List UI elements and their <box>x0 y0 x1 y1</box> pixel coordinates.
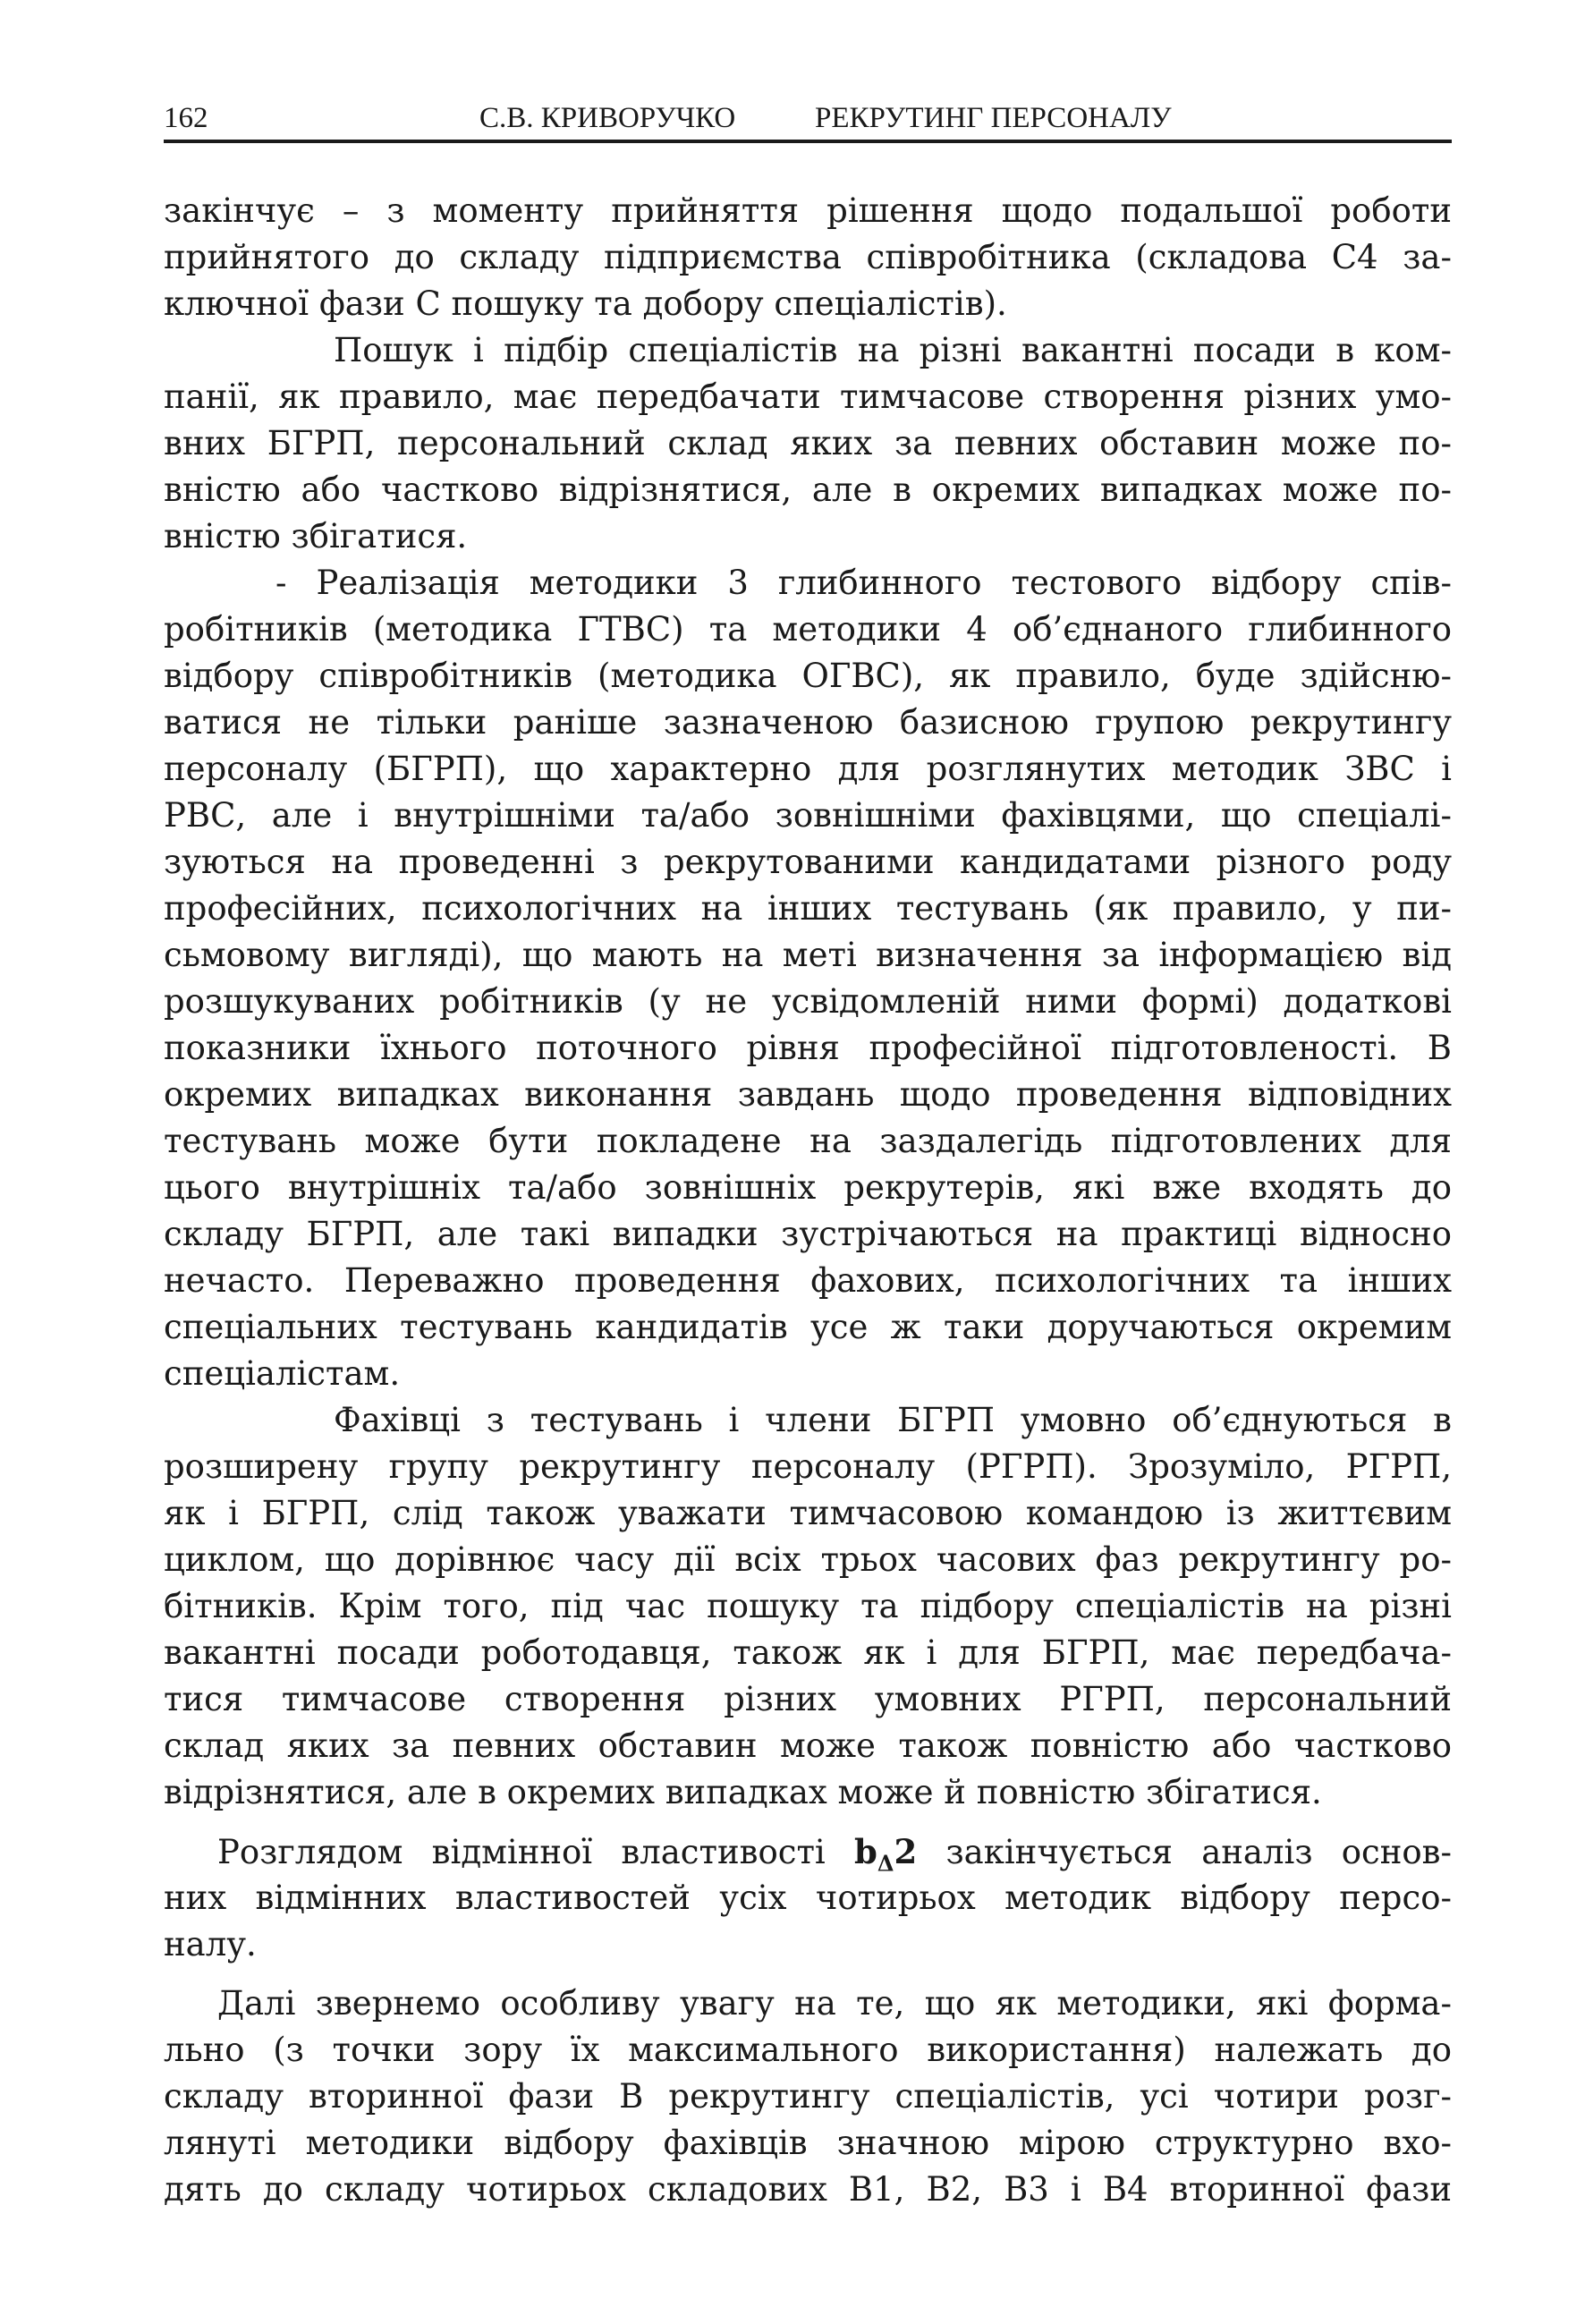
book-title: РЕКРУТИНГ ПЕРСОНАЛУ <box>815 102 1172 134</box>
text-line: сьмовому вигляді), що мають на меті визначення за інформацією від <box>164 936 1452 974</box>
text-fragment: Розглядом відмінної властивості <box>217 1833 854 1871</box>
text-line: цього внутрішніх та/або зовнішніх рекрутерів, які вже входять до <box>164 1168 1452 1207</box>
text-line: Пошук і підбір спеціалістів на різні вакантні посади в ком- <box>334 331 1452 369</box>
text-line: вакантні посади роботодавця, також як і для БГРП, має передбача- <box>164 1633 1452 1672</box>
text-line: закінчує – з моменту прийняття рішення щодо подальшої роботи <box>164 191 1452 230</box>
text-line: відрізнятися, але в окремих випадках може й повністю збігатися. <box>164 1773 1322 1811</box>
text-line: циклом, що дорівнює часу дії всіх трьох часових фаз рекрутингу ро- <box>164 1540 1452 1579</box>
symbol-tail: 2 <box>894 1832 918 1871</box>
text-line: Фахівці з тестувань і члени БГРП умовно об’єднуються в <box>334 1401 1452 1439</box>
text-line: ватися не тільки раніше зазначеною базисною групою рекрутингу <box>164 703 1452 742</box>
text-line: вністю або частково відрізнятися, але в окремих випадках може по- <box>164 471 1452 509</box>
text-line: прийнятого до складу підприємства співробітника (складова С4 за- <box>164 238 1452 276</box>
text-line: панії, як правило, має передбачати тимчасове створення різних умо- <box>164 377 1452 416</box>
text-line <box>164 1828 1452 1875</box>
text-line: персоналу (БГРП), що характерно для розглянутих методик ЗВС і <box>164 750 1452 788</box>
text-line: зуються на проведенні з рекрутованими кандидатами різного роду <box>164 843 1452 881</box>
text-line: льно (з точки зору їх максимального використання) належать до <box>164 2031 1452 2069</box>
text-line: складу БГРП, але такі випадки зустрічаються на практиці відносно <box>164 1215 1452 1253</box>
text-line: вністю збігатися. <box>164 517 468 556</box>
symbol-base: b <box>854 1832 877 1871</box>
paragraph-continuation <box>164 188 1452 327</box>
paragraph <box>164 1980 1452 2213</box>
text-line: відбору співробітників (методика ОГВС), як правило, буде здійсню- <box>164 657 1452 695</box>
text-line: Далі звернемо особливу увагу на те, що як методики, які форма- <box>217 1984 1452 2023</box>
text-line: - Реалізація методики 3 глибинного тестового відбору спів- <box>275 564 1452 602</box>
page-number: 162 <box>164 102 208 134</box>
paragraph <box>164 327 1452 560</box>
text-line: ключної фази С пошуку та добору спеціалістів). <box>164 284 1007 323</box>
paragraph <box>164 1828 1452 1968</box>
text-line: розширену групу рекрутингу персоналу (РГРП). Зрозуміло, РГРП, <box>164 1447 1452 1486</box>
text-line: робітників (методика ГТВС) та методики 4 об’єднаного глибинного <box>164 610 1452 649</box>
text-line: окремих випадках виконання завдань щодо проведення відповідних <box>164 1075 1452 1114</box>
text-line: РВС, але і внутрішніми та/або зовнішніми фахівцями, що спеціалі- <box>164 796 1452 835</box>
paragraph <box>164 1397 1452 1816</box>
text-line: склад яких за певних обставин може також повністю або частково <box>164 1726 1452 1765</box>
text-line: дять до складу чотирьох складових В1, В2, В3 і В4 вторинної фази <box>164 2170 1452 2209</box>
text-line: спеціалістам. <box>164 1354 401 1393</box>
text-line: них відмінних властивостей усіх чотирьох методик відбору персо- <box>164 1879 1452 1917</box>
text-line: вних БГРП, персональний склад яких за певних обставин може по- <box>164 424 1452 462</box>
body-text <box>164 188 1452 2213</box>
text-line: спеціальних тестувань кандидатів усе ж таки доручаються окремим <box>164 1308 1452 1346</box>
paragraph-gap <box>164 1816 1452 1828</box>
symbol-subscript: Δ <box>877 1850 894 1877</box>
text-line: тися тимчасове створення різних умовних РГРП, персональний <box>164 1680 1452 1718</box>
property-symbol <box>854 1832 918 1877</box>
text-fragment: закінчується аналіз основ- <box>917 1833 1453 1871</box>
text-line: нечасто. Переважно проведення фахових, психологічних та інших <box>164 1261 1452 1300</box>
text-line: налу. <box>164 1925 257 1964</box>
text-line: лянуті методики відбору фахівців значною мірою структурно вхо- <box>164 2124 1452 2162</box>
text-line: розшукуваних робітників (у не усвідомленій ними формі) додаткові <box>164 982 1452 1021</box>
text-line: тестувань може бути покладене на заздалегідь підготовлених для <box>164 1122 1452 1160</box>
running-header <box>164 97 1452 143</box>
text-line: професійних, психологічних на інших тестувань (як правило, у пи- <box>164 889 1452 928</box>
paragraph-gap <box>164 1968 1452 1980</box>
bullet-paragraph <box>164 560 1452 1397</box>
text-line: показники їхнього поточного рівня професійної підготовленості. В <box>164 1029 1452 1067</box>
text-line: як і БГРП, слід також уважати тимчасовою командою із життєвим <box>164 1494 1452 1532</box>
text-line: складу вторинної фази В рекрутингу спеціалістів, усі чотири розг- <box>164 2077 1452 2116</box>
author-name: С.В. КРИВОРУЧКО <box>479 102 736 134</box>
text-line: бітників. Крім того, під час пошуку та підбору спеціалістів на різні <box>164 1587 1452 1625</box>
